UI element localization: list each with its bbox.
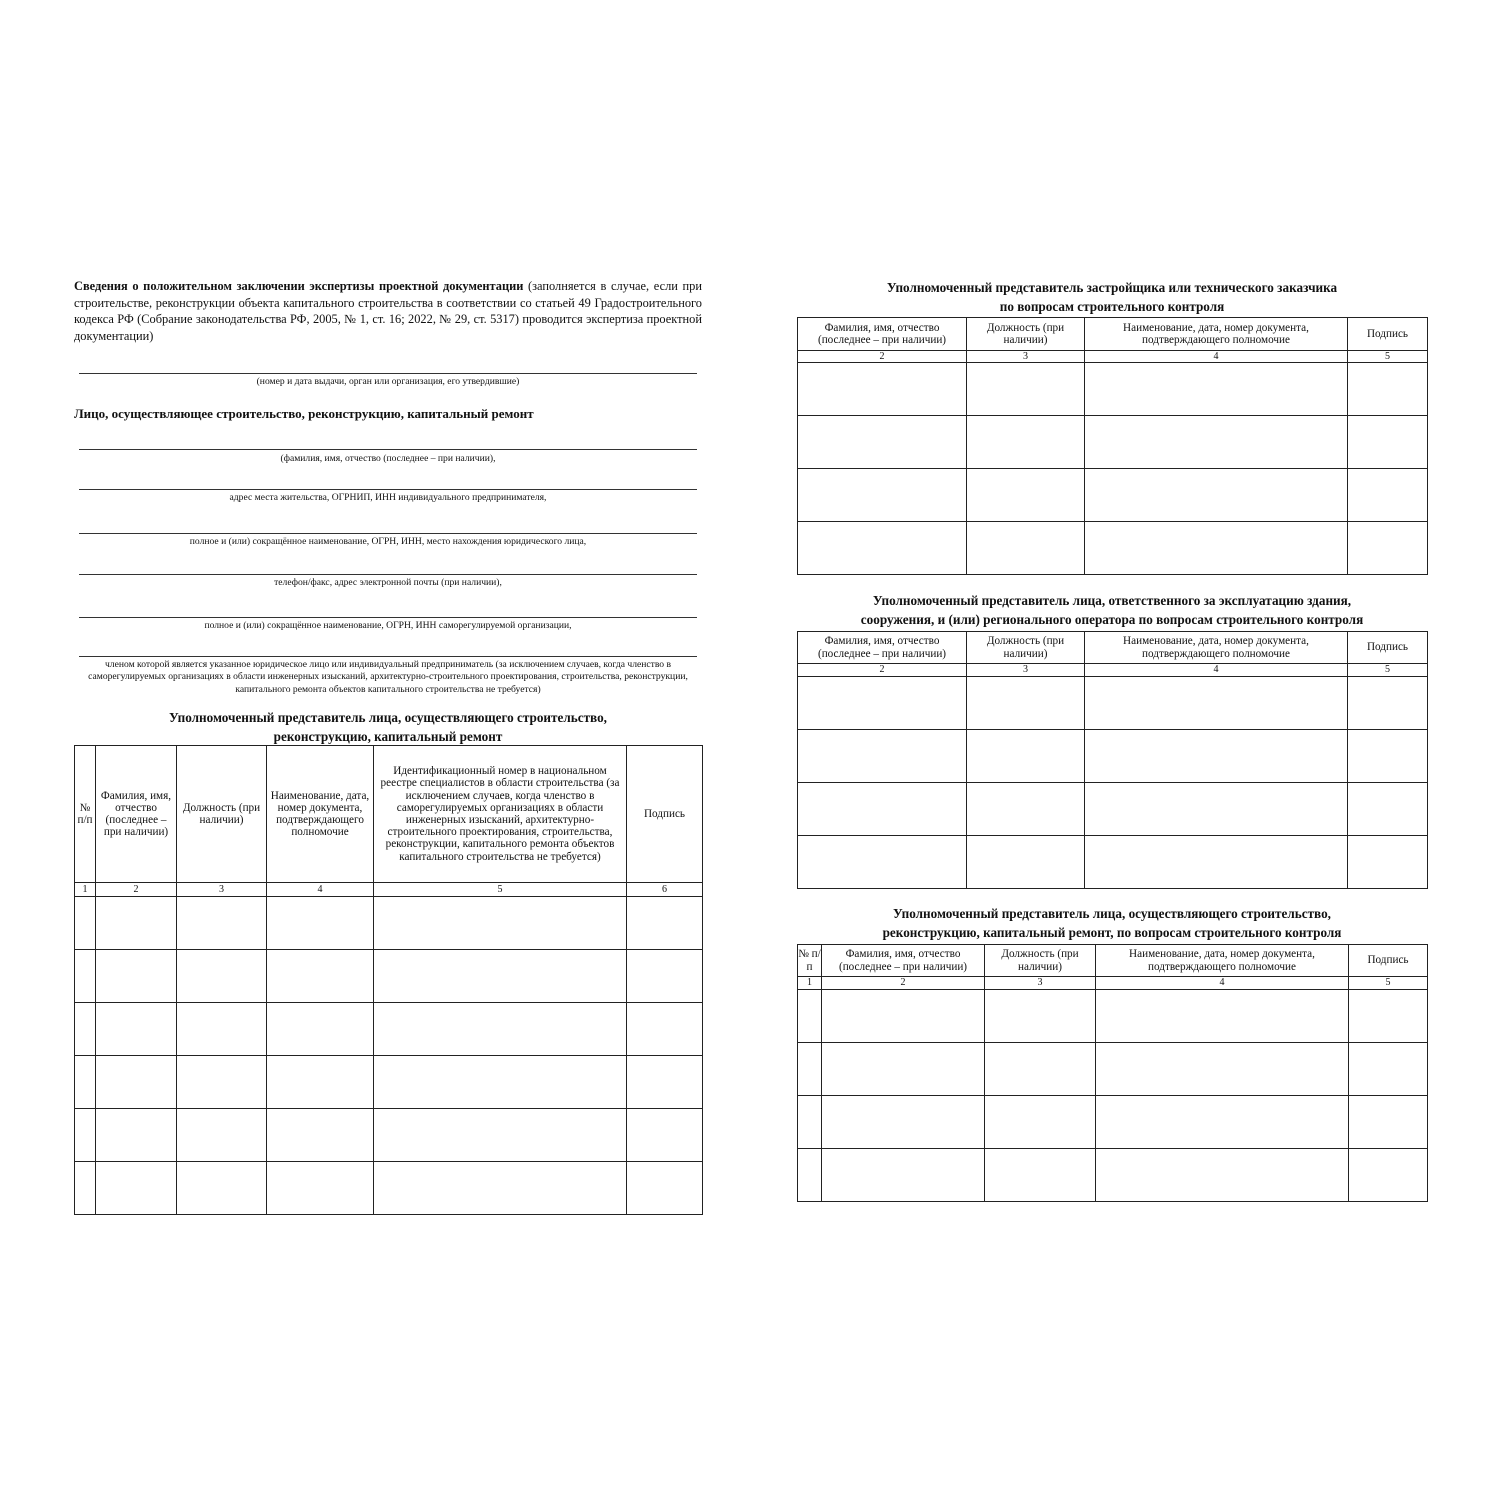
table3-header-signature: Подпись	[1348, 632, 1428, 664]
table2-title	[798, 278, 1426, 316]
table-cell[interactable]	[1348, 677, 1428, 730]
table3-title-line2: сооружения, и (или) регионального оператора по вопросам строительного контроля	[860, 612, 1364, 627]
table-cell[interactable]	[967, 469, 1085, 522]
table-cell[interactable]	[1085, 363, 1348, 416]
table-cell[interactable]	[798, 1096, 822, 1149]
table-row	[75, 1162, 703, 1215]
table4-col-number: 3	[985, 977, 1096, 990]
table-cell[interactable]	[96, 950, 177, 1003]
table-row	[798, 1149, 1428, 1202]
table-cell[interactable]	[177, 1162, 267, 1215]
table-cell[interactable]	[627, 950, 703, 1003]
table-cell[interactable]	[1348, 522, 1428, 575]
table-cell[interactable]	[627, 1109, 703, 1162]
table-cell[interactable]	[96, 897, 177, 950]
table-cell[interactable]	[75, 1003, 96, 1056]
table3-col-number: 2	[798, 664, 967, 677]
table1-header-position: Должность (при наличии)	[177, 746, 267, 883]
table3-title	[798, 591, 1426, 629]
table1-col-number: 4	[267, 883, 374, 897]
table2-title-line2: по вопросам строительного контроля	[999, 299, 1225, 314]
table-row	[75, 1056, 703, 1109]
table-cell[interactable]	[967, 522, 1085, 575]
table-cell[interactable]	[627, 1162, 703, 1215]
table-cell[interactable]	[374, 1003, 627, 1056]
table-cell[interactable]	[75, 1056, 96, 1109]
table-row	[75, 950, 703, 1003]
table4-title-line2: реконструкцию, капитальный ремонт, по вопросам строительного контроля	[882, 925, 1342, 940]
table-cell[interactable]	[1085, 677, 1348, 730]
table-cell[interactable]	[374, 1162, 627, 1215]
table2-col-number: 2	[798, 351, 967, 363]
table-cell[interactable]	[96, 1109, 177, 1162]
table3-col-number: 5	[1348, 664, 1428, 677]
table-row	[798, 1096, 1428, 1149]
expertise-fill-line[interactable]	[79, 373, 697, 374]
table4-header-name: Фамилия, имя, отчество (последнее – при наличии)	[822, 945, 985, 977]
table-cell[interactable]	[798, 730, 967, 783]
table4-header-signature: Подпись	[1349, 945, 1428, 977]
table-cell[interactable]	[1348, 730, 1428, 783]
table4-title-line1: Уполномоченный представитель лица, осуществляющего строительство,	[893, 906, 1331, 921]
table-row	[798, 416, 1428, 469]
table-cell[interactable]	[1085, 469, 1348, 522]
table-cell[interactable]	[1349, 990, 1428, 1043]
table4-col-number: 4	[1096, 977, 1349, 990]
table-row	[798, 469, 1428, 522]
table2-col-number: 3	[967, 351, 1085, 363]
table-cell[interactable]	[1348, 363, 1428, 416]
table-cell[interactable]	[967, 783, 1085, 836]
table2-col-number: 5	[1348, 351, 1428, 363]
table1-header-row	[75, 746, 703, 883]
table-cell[interactable]	[1085, 416, 1348, 469]
table4-number-row	[798, 977, 1428, 990]
table3-header-name: Фамилия, имя, отчество (последнее – при наличии)	[798, 632, 967, 664]
builder-caption-4: телефон/факс, адрес электронной почты (при наличии),	[274, 577, 502, 588]
table-cell[interactable]	[1085, 783, 1348, 836]
table-cell[interactable]	[1348, 469, 1428, 522]
table2-title-line1: Уполномоченный представитель застройщика или технического заказчика	[886, 280, 1338, 295]
representative-table	[74, 745, 703, 1215]
table-cell[interactable]	[374, 1056, 627, 1109]
builder-heading: Лицо, осуществляющее строительство, реконструкцию, капитальный ремонт	[74, 406, 534, 421]
operator-representative-table	[797, 631, 1428, 889]
table-cell[interactable]	[798, 522, 967, 575]
table2-header-row	[798, 318, 1428, 351]
table-row	[75, 897, 703, 950]
table-cell[interactable]	[177, 897, 267, 950]
table-cell[interactable]	[1348, 416, 1428, 469]
table-cell[interactable]	[798, 836, 967, 889]
table-cell[interactable]	[798, 416, 967, 469]
table-cell[interactable]	[798, 1043, 822, 1096]
table-cell[interactable]	[1096, 1043, 1349, 1096]
table-cell[interactable]	[1349, 1149, 1428, 1202]
table-cell[interactable]	[822, 990, 985, 1043]
builder-fill-line-4[interactable]	[79, 574, 697, 575]
table-cell[interactable]	[177, 1056, 267, 1109]
table-cell[interactable]	[1085, 522, 1348, 575]
table-cell[interactable]	[267, 1109, 374, 1162]
table-cell[interactable]	[177, 950, 267, 1003]
table3-header-position: Должность (при наличии)	[967, 632, 1085, 664]
table1-title-line1: Уполномоченный представитель лица, осуществляющего строительство,	[169, 710, 607, 725]
expertise-caption: (номер и дата выдачи, орган или организация, его утвердившие)	[256, 376, 520, 387]
table3-header-row	[798, 632, 1428, 664]
builder-fill-line-3[interactable]	[79, 533, 697, 534]
table-cell[interactable]	[374, 897, 627, 950]
table-cell[interactable]	[822, 1043, 985, 1096]
table4-header-row	[798, 945, 1428, 977]
expertise-intro-text: (заполняется в случае, если при строительстве, реконструкции объекта капитального строительства в соответствии со статьей 49 Градостроительного кодекса РФ (Собрание законодательства РФ, 2005, № 1, ст. 16; 2022, № 29, ст. 5317) проводится экспертиза проектной документации)	[74, 279, 702, 343]
table-cell[interactable]	[798, 1149, 822, 1202]
table-cell[interactable]	[75, 1162, 96, 1215]
table1-number-row	[75, 883, 703, 897]
table-cell[interactable]	[627, 897, 703, 950]
builder-caption-5: полное и (или) сокращённое наименование, ОГРН, ИНН саморегулируемой организации,	[204, 620, 572, 631]
table1-col-number: 3	[177, 883, 267, 897]
table-cell[interactable]	[1085, 730, 1348, 783]
table4-title	[798, 904, 1426, 942]
table-cell[interactable]	[267, 950, 374, 1003]
table-cell[interactable]	[798, 469, 967, 522]
table-row	[798, 363, 1428, 416]
table1-col-number: 6	[627, 883, 703, 897]
table-cell[interactable]	[374, 950, 627, 1003]
table-cell[interactable]	[985, 1043, 1096, 1096]
table1-header-name: Фамилия, имя, отчество (последнее – при наличии)	[96, 746, 177, 883]
table-row	[75, 1003, 703, 1056]
table-cell[interactable]	[822, 1149, 985, 1202]
builder-caption-1: (фамилия, имя, отчество (последнее – при наличии),	[280, 453, 496, 464]
table2-col-number: 4	[1085, 351, 1348, 363]
table1-col-number: 2	[96, 883, 177, 897]
table-cell[interactable]	[75, 897, 96, 950]
expertise-intro-title: Сведения о положительном заключении экспертизы проектной документации	[74, 279, 524, 293]
table4-col-number: 2	[822, 977, 985, 990]
table-cell[interactable]	[1085, 836, 1348, 889]
table1-col-number: 5	[374, 883, 627, 897]
table-cell[interactable]	[267, 1003, 374, 1056]
membership-note: членом которой является указанное юридическое лицо или индивидуальный предприниматель (за исключением случаев, когда членство в саморегулируемых организациях в области инженерных изысканий, архитектурно-строительного проектирования, строительства, реконструкции, капитального ремонта объектов капитального строительства не требуется)	[88, 659, 688, 695]
table-row	[798, 522, 1428, 575]
table1-header-document: Наименование, дата, номер документа, подтверждающего полномочие	[267, 746, 374, 883]
table-cell[interactable]	[967, 730, 1085, 783]
table4-col-number: 5	[1349, 977, 1428, 990]
table4-header-number: № п/п	[798, 945, 822, 977]
table2-header-signature: Подпись	[1348, 318, 1428, 351]
expertise-intro	[74, 278, 702, 344]
table-row	[798, 990, 1428, 1043]
table2-number-row	[798, 351, 1428, 363]
table-row	[798, 783, 1428, 836]
table1-header-signature: Подпись	[627, 746, 703, 883]
table-cell[interactable]	[985, 990, 1096, 1043]
builder-fill-line-2[interactable]	[79, 489, 697, 490]
builder-fill-line-1[interactable]	[79, 449, 697, 450]
table-cell[interactable]	[822, 1096, 985, 1149]
table2-header-position: Должность (при наличии)	[967, 318, 1085, 351]
table4-header-position: Должность (при наличии)	[985, 945, 1096, 977]
table-cell[interactable]	[1348, 836, 1428, 889]
table-cell[interactable]	[967, 677, 1085, 730]
table1-title-line2: реконструкцию, капитальный ремонт	[273, 729, 503, 744]
table-cell[interactable]	[374, 1109, 627, 1162]
table-cell[interactable]	[798, 363, 967, 416]
table-cell[interactable]	[177, 1003, 267, 1056]
table1-title	[74, 708, 702, 746]
table-cell[interactable]	[798, 677, 967, 730]
table-cell[interactable]	[967, 836, 1085, 889]
table-row	[798, 836, 1428, 889]
table-cell[interactable]	[96, 1162, 177, 1215]
table-cell[interactable]	[177, 1109, 267, 1162]
table3-col-number: 3	[967, 664, 1085, 677]
table4-header-document: Наименование, дата, номер документа, подтверждающего полномочие	[1096, 945, 1349, 977]
table3-col-number: 4	[1085, 664, 1348, 677]
builder-control-representative-table	[797, 944, 1428, 1202]
builder-fill-line-5[interactable]	[79, 617, 697, 618]
table2-header-document: Наименование, дата, номер документа, подтверждающего полномочие	[1085, 318, 1348, 351]
table-row	[798, 677, 1428, 730]
table-cell[interactable]	[967, 363, 1085, 416]
table-cell[interactable]	[267, 897, 374, 950]
table2-header-name: Фамилия, имя, отчество (последнее – при наличии)	[798, 318, 967, 351]
table-cell[interactable]	[798, 990, 822, 1043]
table3-title-line1: Уполномоченный представитель лица, ответственного за эксплуатацию здания,	[872, 593, 1352, 608]
table4-col-number: 1	[798, 977, 822, 990]
table-cell[interactable]	[627, 1003, 703, 1056]
table-cell[interactable]	[798, 783, 967, 836]
table-cell[interactable]	[985, 1149, 1096, 1202]
table-cell[interactable]	[267, 1056, 374, 1109]
table-row	[798, 1043, 1428, 1096]
builder-caption-2: адрес места жительства, ОГРНИП, ИНН индивидуального предпринимателя,	[229, 492, 547, 503]
table-cell[interactable]	[1096, 990, 1349, 1043]
table3-header-document: Наименование, дата, номер документа, подтверждающего полномочие	[1085, 632, 1348, 664]
right-page	[750, 0, 1500, 1500]
table-cell[interactable]	[967, 416, 1085, 469]
table-cell[interactable]	[75, 1109, 96, 1162]
builder-fill-line-6[interactable]	[79, 656, 697, 657]
table-cell[interactable]	[1096, 1096, 1349, 1149]
table-cell[interactable]	[267, 1162, 374, 1215]
table-cell[interactable]	[75, 950, 96, 1003]
table3-number-row	[798, 664, 1428, 677]
table-cell[interactable]	[96, 1056, 177, 1109]
table-cell[interactable]	[1348, 783, 1428, 836]
table-cell[interactable]	[627, 1056, 703, 1109]
table1-col-number: 1	[75, 883, 96, 897]
table-row	[75, 1109, 703, 1162]
table-cell[interactable]	[96, 1003, 177, 1056]
table1-header-registry-id: Идентификационный номер в национальном реестре специалистов в области строительства (за исключением случаев, когда членство в саморегулируемых организациях в области инженерных изысканий, архитектурно-строительного проектирования, строительства, реконструкции, капитального ремонта объектов капитального строительства не требуется)	[374, 746, 627, 883]
table1-header-number: № п/п	[75, 746, 96, 883]
table-cell[interactable]	[1349, 1096, 1428, 1149]
builder-caption-3: полное и (или) сокращённое наименование, ОГРН, ИНН, место нахождения юридического лица,	[189, 536, 587, 547]
table-cell[interactable]	[985, 1096, 1096, 1149]
table-cell[interactable]	[1096, 1149, 1349, 1202]
table-cell[interactable]	[1349, 1043, 1428, 1096]
table-row	[798, 730, 1428, 783]
developer-representative-table	[797, 317, 1428, 575]
